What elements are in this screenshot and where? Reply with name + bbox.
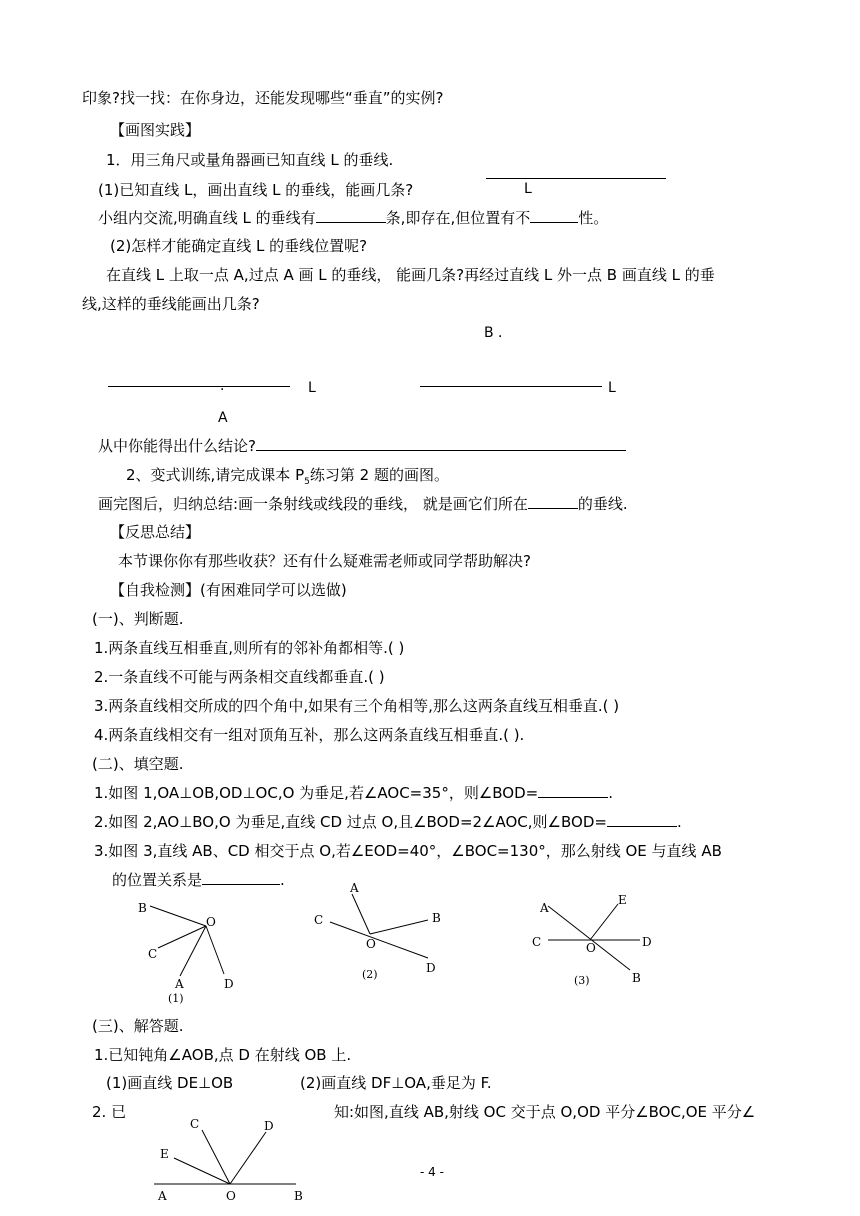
line-l-drawing: [420, 386, 602, 387]
text-line: 印象?找一找：在你身边，还能发现哪些“垂直”的实例?: [82, 89, 444, 107]
label-c: C: [190, 1117, 200, 1131]
text-fragment: 从中你能得出什么结论?: [98, 437, 256, 455]
text-line: [98, 436, 626, 456]
label-a: A: [540, 901, 549, 915]
blank: [530, 208, 578, 223]
label-b: B: [432, 911, 441, 925]
question: 1.两条直线互相垂直,则所有的邻补角都相等.( ): [94, 639, 405, 657]
question: [112, 870, 285, 890]
section-heading: 【自我检测】(有困难同学可以选做): [110, 581, 347, 599]
question: 1.已知钝角∠AOB,点 D 在射线 OB 上.: [94, 1046, 352, 1064]
label-c: C: [532, 935, 542, 949]
ray-oc: [202, 1130, 230, 1184]
question: 3.如图 3,直线 AB、CD 相交于点 O,若∠EOD=40°，∠BOC=130°，那么射线 OE 与直线 AB: [94, 842, 722, 860]
question: 4.两条直线相交有一组对顶角互补，那么这两条直线互相垂直.( ).: [94, 726, 525, 744]
text-fragment: 性。: [578, 209, 609, 227]
ray-od: [230, 1132, 266, 1184]
blank: [202, 870, 280, 885]
question: (2)画直线 DF⊥OA,垂足为 F.: [300, 1074, 492, 1092]
label-o: O: [586, 941, 596, 955]
text-fragment: .: [608, 784, 614, 802]
text-fragment: .: [280, 871, 285, 889]
subsection-heading: (二)、填空题.: [92, 755, 184, 773]
caption: (3): [574, 974, 590, 987]
text-fragment: 1.如图 1,OA⊥OB,OD⊥OC,O 为垂足,若∠AOC=35°，则∠BOD=: [94, 784, 539, 802]
section-heading: 【画图实践】: [110, 121, 201, 139]
text-fragment: 练习第 2 题的画图。: [309, 466, 449, 484]
text-line: 1．用三角尺或量角器画已知直线 L 的垂线.: [106, 151, 394, 169]
label-b: B: [138, 901, 147, 915]
text-fragment: .: [676, 813, 682, 831]
line-l-label: L: [308, 380, 316, 396]
label-b: B: [294, 1189, 303, 1203]
label-d: D: [224, 977, 234, 991]
label-e: E: [618, 893, 627, 907]
text-line: [98, 208, 608, 228]
text-line: [98, 494, 628, 514]
label-e: E: [160, 1147, 169, 1161]
blank: [528, 494, 578, 509]
caption: (2): [362, 968, 378, 981]
ray-oc: [158, 926, 206, 948]
line-l-drawing: [486, 178, 666, 179]
label-o: O: [226, 1189, 236, 1203]
point-dot: .: [220, 378, 225, 394]
blank: [316, 208, 386, 223]
text-fragment: 小组内交流,明确直线 L 的垂线有: [98, 209, 316, 227]
label-o: O: [366, 937, 376, 951]
question: [94, 783, 613, 803]
label-c: C: [314, 913, 324, 927]
line-cd: [330, 922, 428, 958]
line-l-label: L: [524, 181, 532, 197]
ray-od: [206, 926, 224, 974]
label-o: O: [206, 915, 216, 929]
question: 3.两条直线相交所成的四个角中,如果有三个角相等,那么这两条直线互相垂直.( ): [94, 697, 620, 715]
text-line: 本节课你你有那些收获？还有什么疑难需老师或同学帮助解决?: [118, 552, 531, 570]
figure-1: [130, 896, 250, 1008]
page-number: - 4 -: [420, 1165, 444, 1179]
label-a: A: [175, 977, 184, 991]
text-line: (2)怎样才能确定直线 L 的垂线位置呢?: [110, 237, 368, 255]
text-line: (1)已知直线 L，画出直线 L 的垂线，能画几条?: [98, 181, 414, 199]
ray-oa: [352, 894, 370, 934]
question: [94, 812, 682, 832]
caption: (1): [168, 992, 184, 1005]
label-c: C: [148, 947, 158, 961]
text-fragment: 2、变式训练,请完成课本 P: [126, 466, 305, 484]
ray-ob: [150, 906, 206, 926]
text-line: 线,这样的垂线能画出几条?: [82, 295, 260, 313]
blank: [256, 436, 626, 451]
label-a: A: [350, 881, 359, 895]
line-l-label: L: [608, 380, 616, 396]
question: 知:如图,直线 AB,射线 OC 交于点 O,OD 平分∠BOC,OE 平分∠: [334, 1103, 756, 1121]
figure-4: [150, 1114, 310, 1208]
section-heading: 【反思总结】: [110, 523, 201, 541]
text-fragment: 2.如图 2,AO⊥BO,O 为垂足,直线 CD 过点 O,且∠BOD=2∠AOC,则∠BOD=: [94, 813, 607, 831]
point-a-label: A: [218, 410, 228, 426]
text-fragment: 的位置关系是: [112, 871, 203, 889]
question: 2.一条直线不可能与两条相交直线都垂直.( ): [94, 668, 385, 686]
question: 2. 已: [92, 1103, 127, 1121]
ray-oe: [590, 904, 618, 940]
text-fragment: 条,即存在,但位置有不: [385, 209, 531, 227]
subsection-heading: (三)、解答题.: [92, 1017, 184, 1035]
subscript: 5: [304, 477, 310, 487]
label-d: D: [426, 961, 436, 975]
label-a: A: [158, 1189, 167, 1203]
text-line: 在直线 L 上取一点 A,过点 A 画 L 的垂线， 能画几条?再经过直线 L 外一点 B 画直线 L 的垂: [106, 266, 715, 284]
text-fragment: 画完图后，归纳总结:画一条射线或线段的垂线， 就是画它们所在: [98, 495, 528, 513]
subsection-heading: (一)、判断题.: [92, 610, 184, 628]
point-b-label: B ．: [484, 325, 513, 341]
ray-oe: [174, 1158, 230, 1184]
text-line: [126, 465, 449, 492]
line-ab: [548, 906, 630, 970]
label-d: D: [642, 935, 652, 949]
ray-ob: [370, 920, 428, 934]
ray-oa: [180, 926, 206, 976]
blank: [607, 812, 677, 827]
question: (1)画直线 DE⊥OB: [106, 1074, 234, 1092]
label-b: B: [632, 971, 641, 985]
text-fragment: 的垂线.: [577, 495, 628, 513]
figure-2: [306, 880, 450, 990]
label-d: D: [264, 1119, 274, 1133]
blank: [538, 783, 608, 798]
line-l-drawing: [108, 386, 290, 387]
figure-3: [530, 890, 670, 994]
